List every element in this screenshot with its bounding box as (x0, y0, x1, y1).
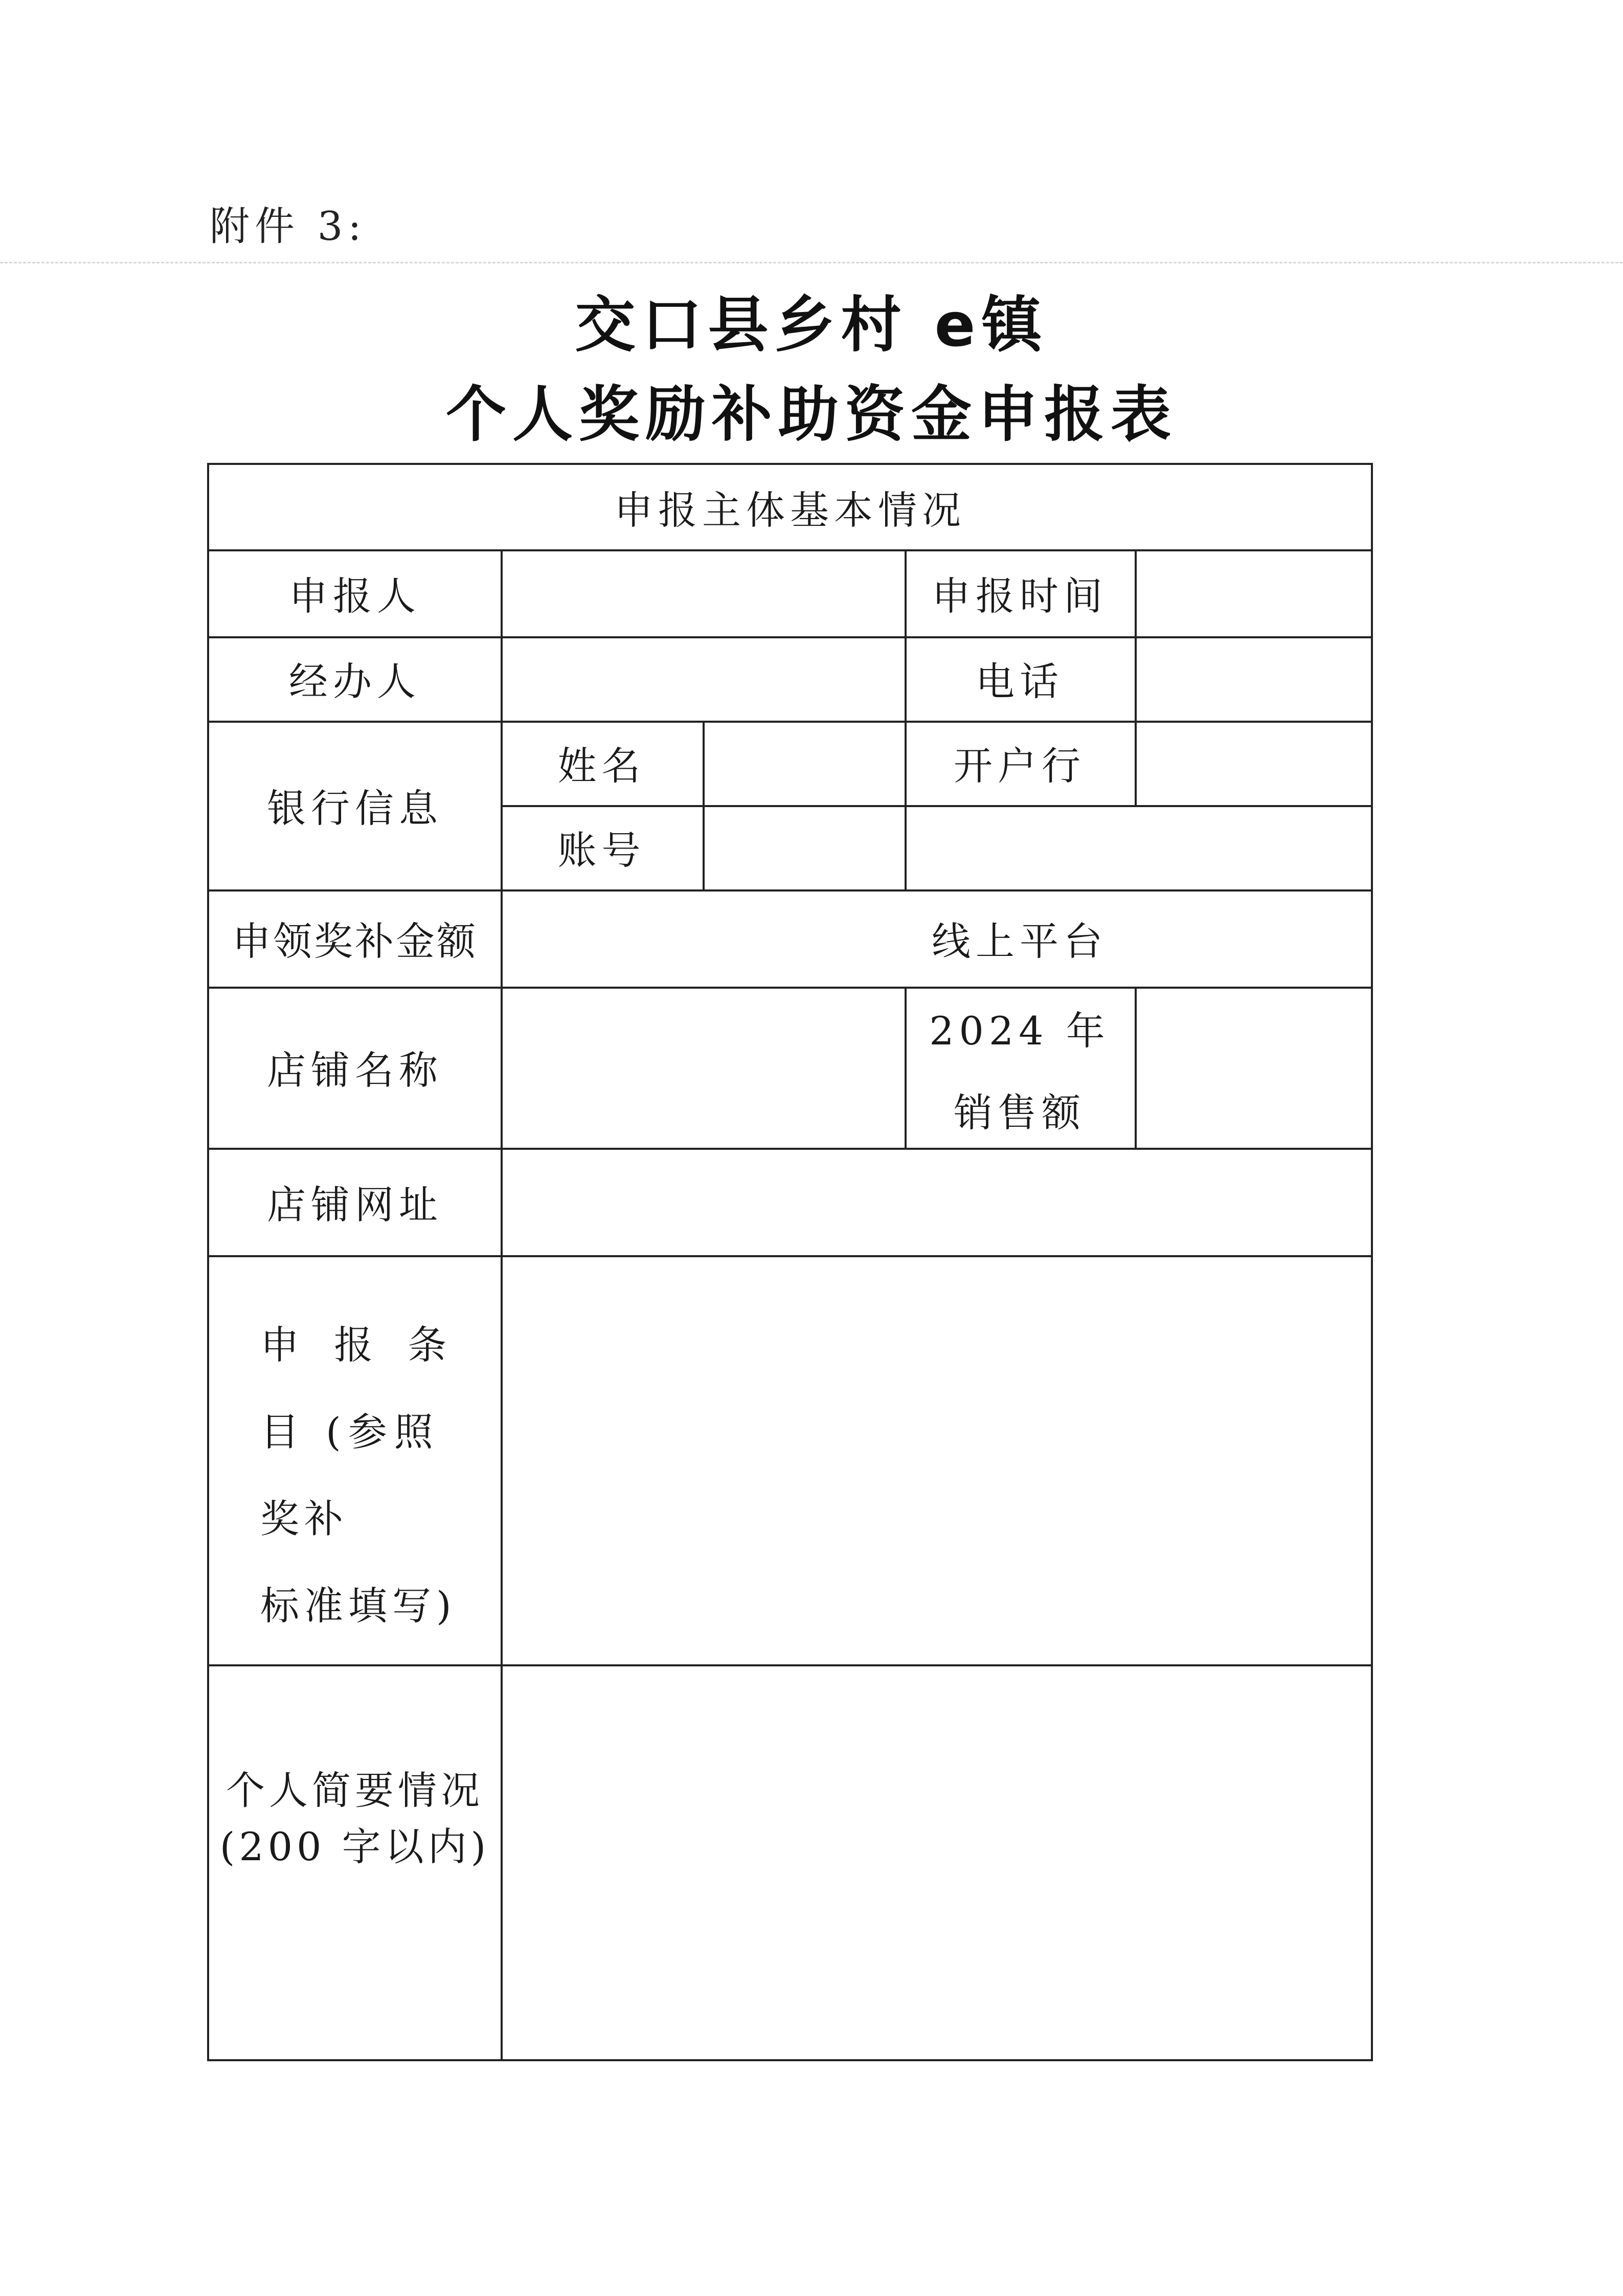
bank-info-label: 银行信息 (267, 785, 443, 831)
account-name-label: 姓名 (557, 743, 646, 789)
profile-label-line2: (200 字以内) (219, 1823, 490, 1869)
items-label-line4: 标准填写) (260, 1583, 457, 1629)
profile-label-line1: 个人简要情况 (226, 1767, 484, 1813)
sales-label-line1: 2024 年 (929, 1008, 1110, 1054)
items-label-line1: 申 报 条 (260, 1322, 458, 1368)
apply-time-label: 申报时间 (932, 573, 1108, 619)
applicant-field[interactable] (503, 551, 905, 636)
phone-label: 电话 (976, 659, 1064, 704)
page-title-line1: 交口县乡村 e镇 (575, 289, 1048, 360)
page-title-line2: 个人奖励补助资金申报表 (445, 379, 1177, 450)
sales-label-line2: 销售额 (954, 1089, 1086, 1135)
applicant-label: 申报人 (289, 573, 421, 619)
handler-label: 经办人 (289, 659, 421, 704)
platform-field[interactable] (1137, 891, 1371, 987)
items-field[interactable] (503, 1257, 1371, 1664)
apply-time-field[interactable] (1137, 551, 1371, 636)
section-header: 申报主体基本情况 (614, 487, 966, 533)
store-name-field[interactable] (503, 989, 905, 1148)
items-label (260, 1314, 458, 1662)
store-url-label: 店铺网址 (267, 1182, 443, 1228)
items-label-line3: 奖补 (260, 1496, 348, 1542)
platform-label: 线上平台 (932, 918, 1108, 964)
account-number-field[interactable] (705, 807, 1371, 889)
scan-divider (0, 262, 1623, 263)
account-name-field[interactable] (705, 723, 905, 805)
account-number-label: 账号 (557, 828, 646, 873)
store-name-label: 店铺名称 (267, 1047, 443, 1093)
amount-field[interactable] (503, 891, 905, 987)
profile-field[interactable] (503, 1666, 1371, 2059)
amount-label: 申领奖补金额 (232, 918, 478, 964)
store-url-field[interactable] (503, 1150, 1371, 1255)
bank-branch-field[interactable] (1137, 723, 1371, 805)
phone-field[interactable] (1137, 638, 1371, 721)
application-form-table (207, 463, 1373, 2061)
attachment-label: 附件 3: (210, 204, 367, 250)
sales-field[interactable] (1137, 989, 1371, 1148)
items-label-line2: 目 (参照 (260, 1409, 440, 1455)
bank-branch-label: 开户行 (954, 743, 1086, 789)
handler-field[interactable] (503, 638, 905, 721)
